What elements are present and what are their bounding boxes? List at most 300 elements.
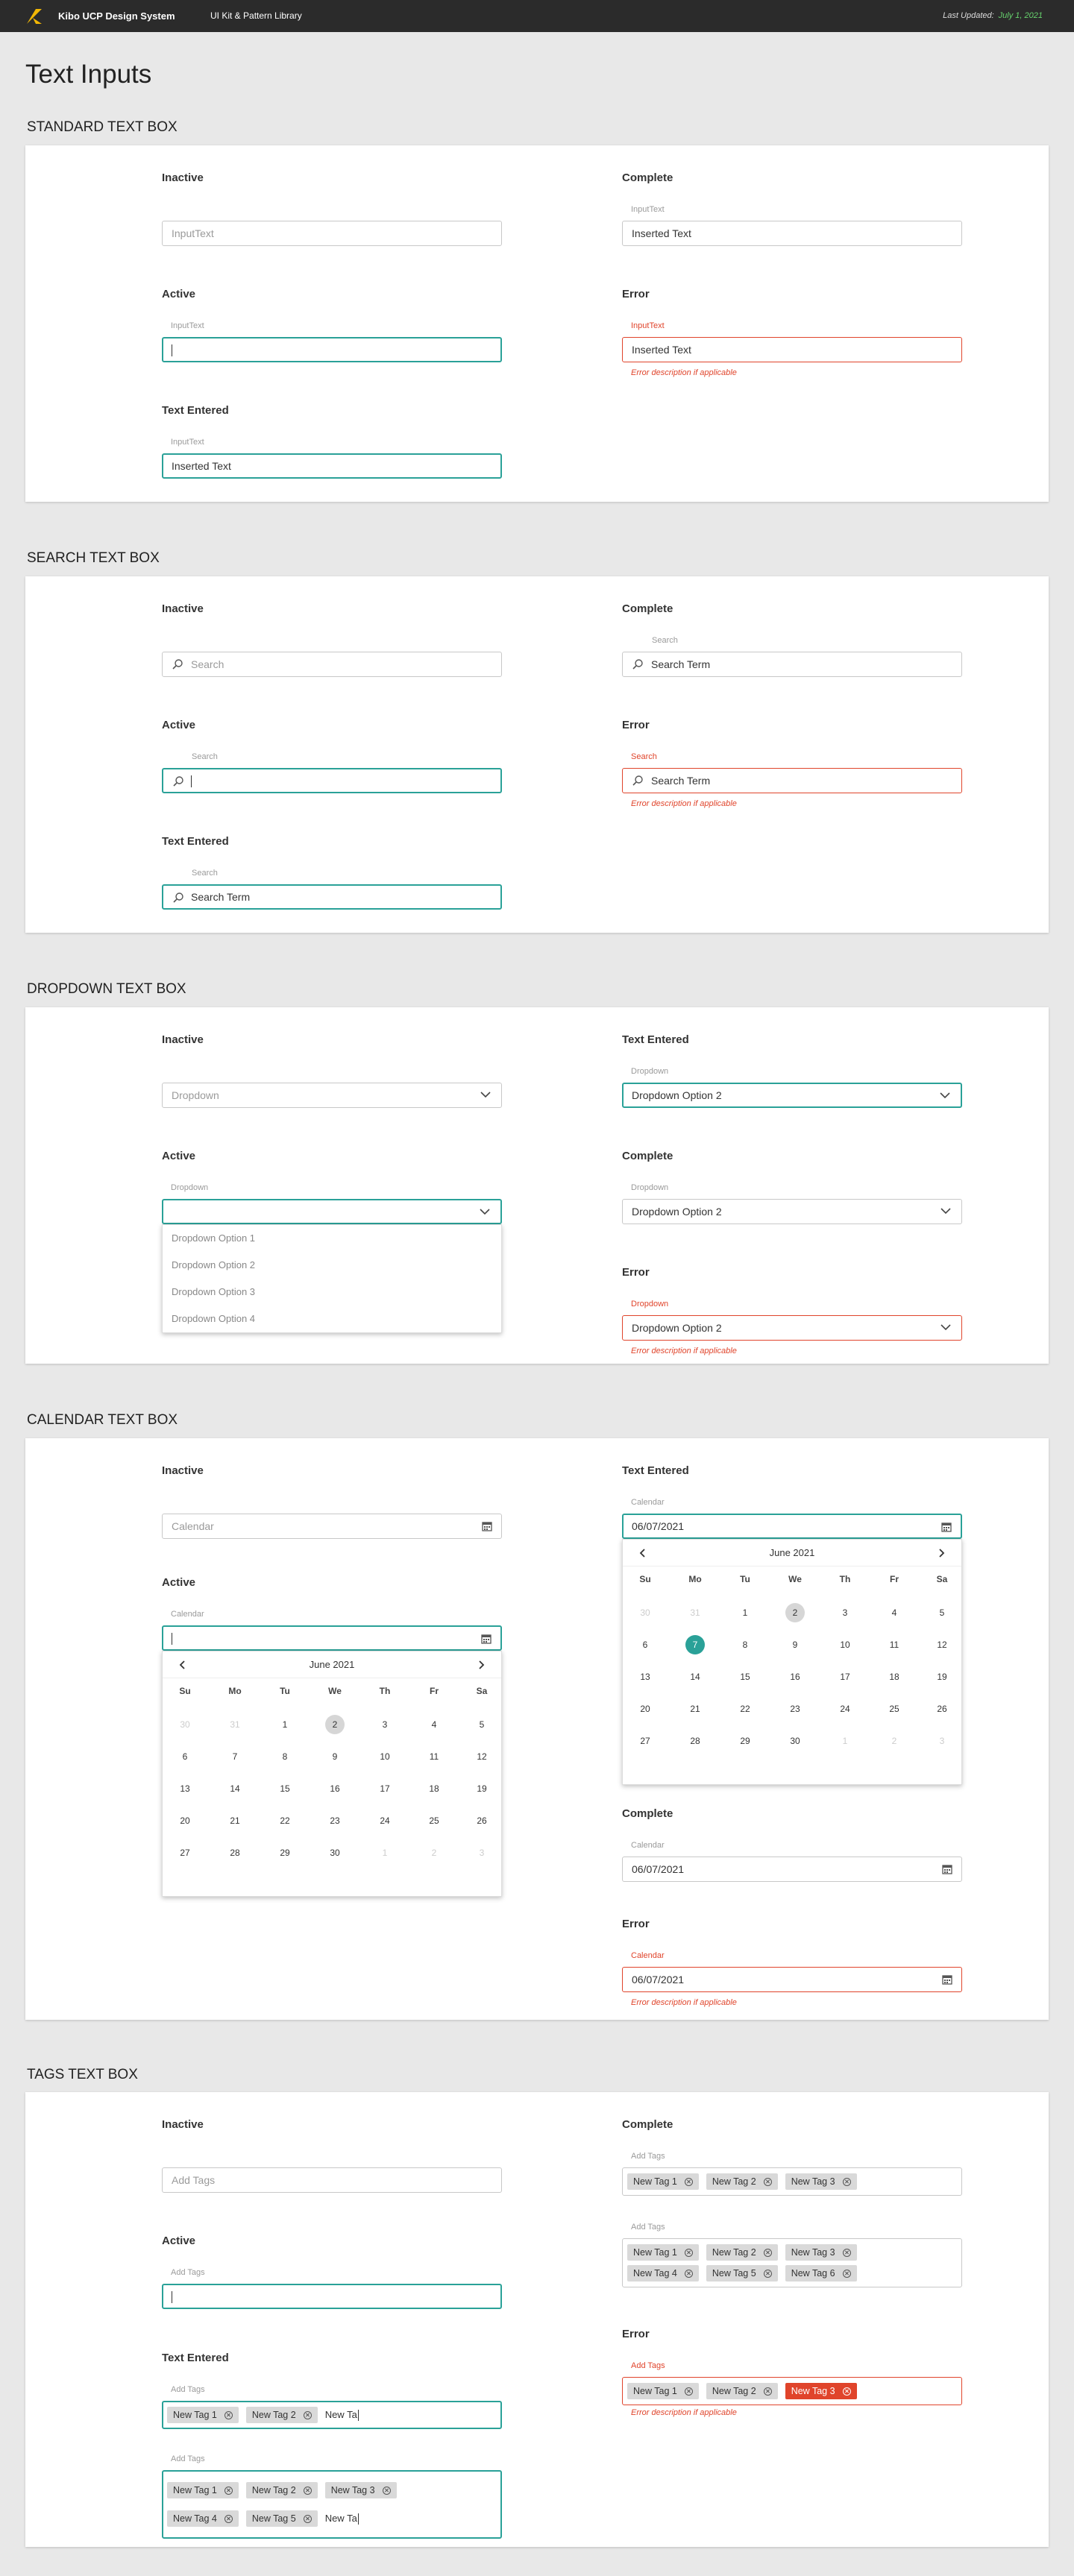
weekday-label: We: [788, 1574, 802, 1584]
calendar-day[interactable]: 18: [889, 1672, 899, 1682]
calendar-input-inactive[interactable]: [162, 1514, 502, 1539]
dropdown-input-active[interactable]: [162, 1199, 502, 1224]
calendar-day[interactable]: 25: [429, 1816, 439, 1826]
dropdown-section-title: DROPDOWN TEXT BOX: [27, 981, 186, 997]
calendar-day[interactable]: 14: [230, 1783, 240, 1794]
tag-label: New Tag 6: [791, 2268, 835, 2279]
dropdown-input-complete[interactable]: [622, 1199, 962, 1224]
dropdown-card: [25, 1007, 1049, 1364]
calendar-month: June 2021: [163, 1651, 501, 1678]
field-label: Add Tags: [171, 2454, 205, 2463]
calendar-day[interactable]: 3: [382, 1719, 388, 1730]
library-link[interactable]: UI Kit & Pattern Library: [210, 10, 302, 21]
weekday-label: Mo: [688, 1574, 702, 1584]
input-value: 06/07/2021: [632, 1863, 685, 1875]
input-value: Inserted Text: [632, 227, 691, 239]
calendar-day[interactable]: 23: [790, 1704, 800, 1714]
tag-label: New Tag 1: [633, 2386, 677, 2396]
close-circle-icon[interactable]: [764, 2270, 772, 2278]
dropdown-menu: [162, 1224, 502, 1333]
tag-chip: [325, 2482, 397, 2498]
tag-label: New Tag 3: [791, 2247, 835, 2258]
search-input-text-entered[interactable]: [162, 884, 502, 910]
calendar-day[interactable]: 6: [642, 1640, 648, 1650]
weekday-label: Sa: [476, 1686, 488, 1696]
search-section-title: SEARCH TEXT BOX: [27, 550, 160, 566]
calendar-error: [622, 1918, 962, 2007]
weekday-label: Sa: [936, 1574, 948, 1584]
brand-name[interactable]: Kibo UCP Design System: [58, 10, 175, 22]
calendar-input-active[interactable]: [162, 1625, 502, 1651]
calendar-day[interactable]: 1: [842, 1736, 848, 1746]
state-label: Text Entered: [162, 404, 229, 417]
close-circle-icon[interactable]: [304, 2487, 312, 2495]
close-circle-icon[interactable]: [224, 2411, 233, 2419]
tags-error: [622, 2328, 962, 2417]
last-updated-date: July 1, 2021: [998, 11, 1043, 20]
close-circle-icon[interactable]: [843, 2178, 851, 2186]
close-circle-icon[interactable]: [843, 2249, 851, 2257]
field-label: Add Tags: [631, 2361, 665, 2370]
calendar-day[interactable]: 26: [937, 1704, 947, 1714]
calendar-day[interactable]: 17: [380, 1783, 390, 1794]
dropdown-option[interactable]: Dropdown Option 1: [172, 1232, 256, 1244]
calendar-day[interactable]: 16: [790, 1672, 800, 1682]
standard-input-text-entered[interactable]: [162, 453, 502, 479]
close-circle-icon[interactable]: [843, 2387, 851, 2396]
calendar-day[interactable]: 29: [740, 1736, 750, 1746]
typed-value: New Ta: [324, 2512, 357, 2524]
state-label: Complete: [622, 1150, 673, 1162]
tag-chip: [627, 2265, 699, 2281]
calendar-complete: [622, 1807, 962, 1875]
state-label: Inactive: [162, 1464, 204, 1477]
weekday-label: Tu: [740, 1574, 750, 1584]
close-circle-icon[interactable]: [224, 2515, 233, 2523]
field-label: Add Tags: [171, 2268, 205, 2277]
calendar-day[interactable]: 16: [330, 1783, 340, 1794]
dropdown-text-entered: [622, 1033, 962, 1101]
tag-chip: [706, 2173, 778, 2190]
weekday-label: Su: [639, 1574, 651, 1584]
weekday-label: Th: [839, 1574, 851, 1584]
calendar-day[interactable]: 28: [690, 1736, 700, 1746]
calendar-day[interactable]: 24: [840, 1704, 850, 1714]
tag-label: New Tag 3: [791, 2386, 835, 2396]
input-value: Search Term: [651, 658, 711, 670]
chevron-left-icon[interactable]: [178, 1660, 188, 1670]
weekday-label: Fr: [430, 1686, 439, 1696]
standard-inactive: [162, 171, 502, 239]
close-circle-icon[interactable]: [843, 2270, 851, 2278]
close-circle-icon[interactable]: [764, 2387, 772, 2396]
field-label: Calendar: [171, 1610, 204, 1619]
tags-active: [162, 2235, 502, 2277]
typed-text: [325, 2513, 359, 2525]
calendar-icon: [942, 1864, 952, 1874]
calendar-day[interactable]: 10: [380, 1751, 390, 1762]
calendar-month: June 2021: [623, 1540, 961, 1566]
calendar-day[interactable]: 14: [690, 1672, 700, 1682]
state-label: Complete: [622, 171, 673, 184]
calendar-day[interactable]: 2: [785, 1603, 805, 1622]
search-input-active[interactable]: [162, 768, 502, 793]
tag-row: [167, 2476, 497, 2504]
search-icon: [172, 892, 184, 904]
calendar-day[interactable]: 9: [332, 1751, 338, 1762]
dropdown-input-text-entered[interactable]: [622, 1083, 962, 1108]
field-label: Dropdown: [631, 1183, 669, 1192]
field-label: InputText: [171, 438, 204, 447]
placeholder: Add Tags: [172, 2174, 216, 2186]
weekday-label: Fr: [890, 1574, 899, 1584]
standard-section-title: STANDARD TEXT BOX: [27, 119, 178, 135]
placeholder: Calendar: [172, 1520, 214, 1532]
calendar-day[interactable]: 7: [232, 1751, 238, 1762]
text-cursor: [191, 775, 192, 787]
calendar-day[interactable]: 30: [330, 1848, 340, 1858]
standard-text-entered: [162, 404, 502, 472]
tag-label: New Tag 2: [712, 2176, 756, 2187]
tag-chip: [706, 2244, 778, 2261]
calendar-day[interactable]: 11: [429, 1751, 439, 1762]
tag-row: [627, 2171, 957, 2192]
calendar-day[interactable]: 15: [280, 1783, 290, 1794]
state-label: Error: [622, 1918, 650, 1930]
calendar-day[interactable]: 13: [180, 1783, 190, 1794]
tag-chip: [627, 2173, 699, 2190]
search-icon: [632, 775, 644, 787]
tag-row: [627, 2263, 957, 2284]
field-label: Add Tags: [631, 2223, 665, 2232]
tags-input-active[interactable]: [162, 2284, 502, 2309]
calendar-day[interactable]: 25: [889, 1704, 899, 1714]
tags-inactive: [162, 2118, 502, 2186]
state-label: Text Entered: [622, 1464, 689, 1477]
placeholder: Search: [191, 658, 224, 670]
tag-label: New Tag 3: [330, 2485, 375, 2495]
page-title: Text Inputs: [25, 60, 152, 89]
input-value: Dropdown Option 2: [632, 1322, 722, 1334]
tag-chip: [627, 2383, 699, 2399]
field-label: Calendar: [631, 1498, 665, 1507]
search-input-error[interactable]: [622, 768, 962, 793]
calendar-day[interactable]: 22: [740, 1704, 750, 1714]
state-label: Inactive: [162, 171, 204, 184]
calendar-day[interactable]: 18: [429, 1783, 439, 1794]
tag-chip: [246, 2482, 318, 2498]
text-cursor: [358, 2410, 359, 2421]
dropdown-active: [162, 1150, 502, 1324]
calendar-popup: [622, 1539, 962, 1785]
field-label: Dropdown: [631, 1300, 669, 1309]
calendar-input-error[interactable]: [622, 1967, 962, 1992]
close-circle-icon[interactable]: [685, 2178, 693, 2186]
search-icon: [632, 658, 644, 670]
calendar-day[interactable]: 19: [937, 1672, 947, 1682]
tag-chip: [167, 2510, 239, 2527]
state-label: Active: [162, 2235, 196, 2247]
search-icon: [172, 658, 183, 670]
search-inactive: [162, 602, 502, 670]
calendar-day[interactable]: 8: [282, 1751, 288, 1762]
tag-label: New Tag 1: [633, 2176, 677, 2187]
state-label: Error: [622, 2328, 650, 2340]
state-label: Inactive: [162, 602, 204, 615]
search-input-complete[interactable]: [622, 652, 962, 677]
close-circle-icon[interactable]: [304, 2411, 312, 2419]
close-circle-icon[interactable]: [304, 2515, 312, 2523]
tags-input-complete[interactable]: [622, 2167, 962, 2196]
search-error: [622, 719, 962, 808]
calendar-text-entered: [622, 1464, 962, 1746]
calendar-day[interactable]: 5: [479, 1719, 485, 1730]
field-label: Search: [631, 752, 657, 761]
tag-chip: [167, 2482, 239, 2498]
tag-label: New Tag 1: [633, 2247, 677, 2258]
calendar-day[interactable]: 1: [282, 1719, 288, 1730]
calendar-inactive: [162, 1464, 502, 1532]
calendar-day[interactable]: 30: [790, 1736, 800, 1746]
calendar-day[interactable]: 10: [840, 1640, 850, 1650]
calendar-day[interactable]: 27: [640, 1736, 650, 1746]
calendar-day[interactable]: 1: [742, 1607, 748, 1618]
error-message: Error description if applicable: [631, 1998, 737, 2007]
calendar-day[interactable]: 5: [939, 1607, 945, 1618]
calendar-day[interactable]: 8: [742, 1640, 748, 1650]
close-circle-icon[interactable]: [764, 2178, 772, 2186]
dropdown-input-error[interactable]: [622, 1315, 962, 1341]
close-circle-icon[interactable]: [764, 2249, 772, 2257]
close-circle-icon[interactable]: [383, 2487, 391, 2495]
input-value: Dropdown Option 2: [632, 1089, 722, 1101]
last-updated: [943, 11, 1043, 20]
tag-row: [627, 2242, 957, 2263]
chevron-down-icon: [940, 1092, 950, 1099]
state-label: Complete: [622, 1807, 673, 1820]
calendar-day[interactable]: 26: [477, 1816, 487, 1826]
dropdown-complete: [622, 1150, 962, 1218]
calendar-day[interactable]: 20: [640, 1704, 650, 1714]
search-complete: [622, 602, 962, 670]
calendar-day[interactable]: 21: [690, 1704, 700, 1714]
field-label: Dropdown: [171, 1183, 209, 1192]
field-label: Add Tags: [631, 2152, 665, 2161]
dropdown-inactive: [162, 1033, 502, 1101]
input-value: Search Term: [651, 775, 711, 787]
state-label: Active: [162, 1576, 196, 1589]
chevron-left-icon[interactable]: [638, 1548, 648, 1558]
weekday-label: Tu: [280, 1686, 290, 1696]
tag-row: [167, 2504, 497, 2533]
calendar-day[interactable]: 23: [330, 1816, 340, 1826]
dropdown-input-inactive[interactable]: [162, 1083, 502, 1108]
close-circle-icon[interactable]: [685, 2270, 693, 2278]
calendar-day[interactable]: 27: [180, 1848, 190, 1858]
top-bar: [0, 0, 1074, 32]
calendar-input-text-entered[interactable]: [622, 1514, 962, 1539]
chevron-right-icon[interactable]: [476, 1660, 486, 1670]
field-label: Calendar: [631, 1841, 665, 1850]
field-label: Search: [192, 869, 218, 878]
calendar-day[interactable]: 12: [477, 1751, 487, 1762]
calendar-day[interactable]: 7: [685, 1635, 705, 1654]
field-label: Search: [652, 636, 678, 645]
tag-chip: [246, 2407, 318, 2423]
tag-chip-error: [785, 2383, 857, 2399]
calendar-day[interactable]: 29: [280, 1848, 290, 1858]
standard-complete: [622, 171, 962, 239]
calendar-icon: [482, 1521, 492, 1531]
state-label: Text Entered: [162, 2352, 229, 2364]
calendar-day[interactable]: 11: [889, 1640, 899, 1650]
search-text-entered: [162, 835, 502, 903]
calendar-day[interactable]: 6: [182, 1751, 188, 1762]
calendar-day[interactable]: 3: [939, 1736, 945, 1746]
calendar-active: [162, 1576, 502, 1858]
calendar-day[interactable]: 30: [180, 1719, 190, 1730]
tags-input-text-entered-multiline[interactable]: [162, 2470, 502, 2539]
standard-error: [622, 288, 962, 377]
calendar-day[interactable]: 4: [431, 1719, 437, 1730]
standard-input-complete[interactable]: [622, 221, 962, 246]
tag-label: New Tag 2: [712, 2386, 756, 2396]
tag-chip: [706, 2265, 778, 2281]
calendar-day[interactable]: 30: [640, 1607, 650, 1618]
error-message: Error description if applicable: [631, 1347, 737, 1355]
tags-input-inactive[interactable]: [162, 2167, 502, 2193]
calendar-icon: [481, 1634, 492, 1644]
chevron-down-icon: [480, 1208, 490, 1215]
calendar-card: [25, 1438, 1049, 2020]
tag-label: New Tag 5: [712, 2268, 756, 2279]
state-label: Active: [162, 1150, 196, 1162]
calendar-day[interactable]: 13: [640, 1672, 650, 1682]
tags-card: [25, 2092, 1049, 2547]
field-label: InputText: [171, 321, 204, 330]
tag-row: [167, 2405, 497, 2425]
search-icon: [172, 775, 184, 787]
state-label: Inactive: [162, 2118, 204, 2131]
calendar-day[interactable]: 21: [230, 1816, 240, 1826]
dropdown-error: [622, 1266, 962, 1355]
input-value: Search Term: [191, 891, 251, 903]
dropdown-option[interactable]: Dropdown Option 3: [172, 1286, 256, 1297]
weekday-label: Mo: [228, 1686, 242, 1696]
calendar-day[interactable]: 31: [230, 1719, 240, 1730]
state-label: Complete: [622, 2118, 673, 2131]
error-message: Error description if applicable: [631, 2408, 737, 2417]
calendar-day[interactable]: 2: [891, 1736, 897, 1746]
tag-chip: [246, 2510, 318, 2527]
tags-input-error[interactable]: [622, 2377, 962, 2405]
calendar-day[interactable]: 2: [325, 1715, 345, 1734]
calendar-icon: [941, 1522, 952, 1532]
tag-label: New Tag 1: [173, 2485, 217, 2495]
tag-chip: [627, 2244, 699, 2261]
field-label: Calendar: [631, 1951, 665, 1960]
dropdown-option[interactable]: Dropdown Option 2: [172, 1259, 256, 1270]
state-label: Error: [622, 1266, 650, 1279]
close-circle-icon[interactable]: [685, 2249, 693, 2257]
input-value: 06/07/2021: [632, 1974, 685, 1985]
calendar-day[interactable]: 3: [842, 1607, 848, 1618]
input-value: Dropdown Option 2: [632, 1206, 722, 1218]
text-cursor: [358, 2513, 359, 2525]
state-label: Active: [162, 719, 196, 731]
standard-input-active[interactable]: [162, 337, 502, 362]
close-circle-icon[interactable]: [224, 2487, 233, 2495]
state-label: Complete: [622, 602, 673, 615]
input-value: Inserted Text: [632, 344, 691, 356]
field-label: Add Tags: [171, 2385, 205, 2394]
tag-chip: [785, 2173, 857, 2190]
typed-text: [325, 2409, 359, 2421]
calendar-day[interactable]: 15: [740, 1672, 750, 1682]
calendar-input-complete[interactable]: [622, 1857, 962, 1882]
chevron-down-icon: [940, 1323, 951, 1331]
state-label: Error: [622, 288, 650, 300]
chevron-right-icon[interactable]: [936, 1548, 946, 1558]
calendar-day[interactable]: 24: [380, 1816, 390, 1826]
calendar-day[interactable]: 17: [840, 1672, 850, 1682]
error-message: Error description if applicable: [631, 368, 737, 377]
tag-label: New Tag 4: [633, 2268, 677, 2279]
dropdown-option[interactable]: Dropdown Option 4: [172, 1313, 256, 1324]
field-label: InputText: [631, 205, 665, 214]
tags-input-complete-multiline[interactable]: [622, 2238, 962, 2287]
tag-label: New Tag 2: [712, 2247, 756, 2258]
field-label: Dropdown: [631, 1067, 669, 1076]
calendar-day[interactable]: 31: [690, 1607, 700, 1618]
tag-chip: [167, 2407, 239, 2423]
calendar-day[interactable]: 4: [891, 1607, 897, 1618]
chevron-down-icon: [940, 1207, 951, 1215]
calendar-day[interactable]: 1: [382, 1848, 388, 1858]
standard-card: [25, 145, 1049, 502]
field-label: InputText: [631, 321, 665, 330]
placeholder: InputText: [172, 227, 214, 239]
calendar-popup: [162, 1651, 502, 1897]
calendar-day[interactable]: 3: [479, 1848, 485, 1858]
input-value: Inserted Text: [172, 460, 231, 472]
tag-row: [627, 2381, 957, 2402]
input-value: 06/07/2021: [632, 1520, 685, 1532]
state-label: Inactive: [162, 1033, 204, 1046]
calendar-day[interactable]: 22: [280, 1816, 290, 1826]
standard-input-error[interactable]: [622, 337, 962, 362]
chevron-down-icon: [480, 1091, 491, 1098]
search-active: [162, 719, 502, 761]
state-label: Text Entered: [162, 835, 229, 848]
weekday-label: Th: [379, 1686, 391, 1696]
last-updated-label: Last Updated:: [943, 11, 994, 20]
calendar-day[interactable]: 19: [477, 1783, 487, 1794]
standard-active: [162, 288, 502, 330]
kibo-logo-icon: [25, 7, 43, 25]
standard-input-inactive[interactable]: [162, 221, 502, 246]
tags-input-text-entered[interactable]: [162, 2401, 502, 2429]
calendar-day[interactable]: 2: [431, 1848, 437, 1858]
search-input-inactive[interactable]: [162, 652, 502, 677]
calendar-day[interactable]: 12: [937, 1640, 947, 1650]
calendar-day[interactable]: 28: [230, 1848, 240, 1858]
calendar-day[interactable]: 20: [180, 1816, 190, 1826]
tag-label: New Tag 4: [173, 2513, 217, 2524]
close-circle-icon[interactable]: [685, 2387, 693, 2396]
calendar-day[interactable]: 9: [792, 1640, 798, 1650]
field-label: Search: [192, 752, 218, 761]
